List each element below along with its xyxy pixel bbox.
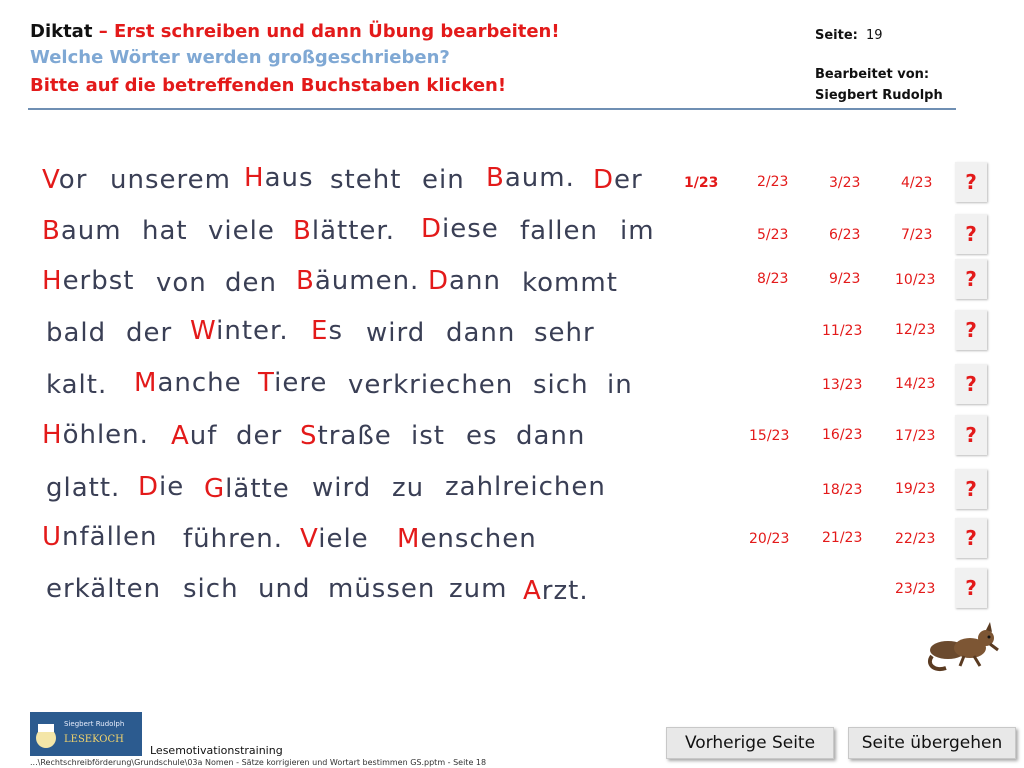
- capital-letter[interactable]: A: [171, 421, 190, 451]
- counter: 7/23: [901, 227, 933, 243]
- word: steht: [330, 165, 402, 195]
- capital-letter[interactable]: G: [204, 474, 226, 504]
- logo-author: Siegbert Rudolph: [64, 720, 125, 728]
- word: Arzt.: [523, 576, 589, 606]
- word: Herbst: [42, 266, 135, 296]
- counter: 3/23: [829, 175, 861, 191]
- counter: 6/23: [829, 227, 861, 243]
- help-button[interactable]: ?: [955, 415, 987, 455]
- capital-letter[interactable]: M: [134, 368, 158, 398]
- counter: 12/23: [895, 322, 936, 338]
- word: müssen: [328, 574, 436, 604]
- word: Der: [593, 165, 643, 195]
- word: kalt.: [46, 370, 108, 400]
- capital-letter[interactable]: B: [486, 163, 505, 193]
- help-button[interactable]: ?: [955, 364, 987, 404]
- capital-letter[interactable]: B: [293, 216, 312, 246]
- word: Unfällen: [42, 522, 158, 552]
- skip-page-button[interactable]: Seite übergehen: [848, 727, 1016, 759]
- word: bald: [46, 318, 107, 348]
- word: sich: [533, 370, 589, 400]
- capital-letter[interactable]: M: [397, 524, 421, 554]
- word: Die: [138, 472, 185, 502]
- word: unserem: [110, 165, 231, 195]
- word: Auf: [171, 421, 218, 451]
- capital-letter[interactable]: H: [42, 266, 63, 296]
- word: Diese: [421, 214, 499, 244]
- capital-letter[interactable]: S: [300, 421, 318, 451]
- edited-by-label: Bearbeitet von:: [815, 67, 930, 82]
- help-button[interactable]: ?: [955, 568, 987, 608]
- word: glatt.: [46, 473, 121, 503]
- file-path: ...\Rechtschreibförderung\Grundschule\03a Nomen - Sätze korrigieren und Wortart bestimmen GS.pptm - Seite 18: [30, 758, 487, 767]
- capital-letter[interactable]: W: [190, 316, 217, 346]
- counter: 21/23: [822, 530, 863, 546]
- word: Baum: [42, 216, 122, 246]
- word: zahlreichen: [445, 472, 606, 502]
- word: zum: [449, 574, 508, 604]
- counter: 1/23: [684, 175, 719, 191]
- capital-letter[interactable]: B: [296, 266, 315, 296]
- capital-letter[interactable]: D: [593, 165, 615, 195]
- counter: 17/23: [895, 428, 936, 444]
- word: Menschen: [397, 524, 537, 554]
- word: wird: [366, 318, 426, 348]
- lesekoch-logo: [30, 712, 142, 756]
- capital-letter[interactable]: H: [244, 163, 265, 193]
- word: Glätte: [204, 474, 290, 504]
- counter: 15/23: [749, 428, 790, 444]
- word: Straße: [300, 421, 392, 451]
- word: führen.: [183, 524, 283, 554]
- word: sich: [183, 574, 239, 604]
- subtitle-question: Welche Wörter werden großgeschrieben?: [30, 47, 450, 68]
- help-button[interactable]: ?: [955, 518, 987, 558]
- help-button[interactable]: ?: [955, 214, 987, 254]
- capital-letter[interactable]: A: [523, 576, 542, 606]
- word: viele: [208, 216, 275, 246]
- brand-label: Lesemotivationstraining: [150, 744, 283, 757]
- title-dash: –: [92, 21, 114, 42]
- help-button[interactable]: ?: [955, 259, 987, 299]
- word: im: [620, 216, 655, 246]
- counter: 9/23: [829, 271, 861, 287]
- word: erkälten: [46, 574, 162, 604]
- counter: 19/23: [895, 481, 936, 497]
- word: kommt: [522, 268, 618, 298]
- word: ist: [411, 421, 445, 451]
- word: Höhlen.: [42, 420, 149, 450]
- page-number: 19: [866, 28, 883, 43]
- subtitle-instruction: Bitte auf die betreffenden Buchstaben klicken!: [30, 75, 507, 96]
- title-diktat: Diktat: [30, 21, 93, 42]
- counter: 14/23: [895, 376, 936, 392]
- counter: 16/23: [822, 427, 863, 443]
- word: Baum.: [486, 163, 575, 193]
- capital-letter[interactable]: V: [300, 524, 319, 554]
- word: zu: [392, 473, 425, 503]
- capital-letter[interactable]: V: [42, 165, 59, 195]
- capital-letter[interactable]: D: [421, 214, 443, 244]
- capital-letter[interactable]: T: [258, 368, 275, 398]
- word: Winter.: [190, 316, 289, 346]
- counter: 22/23: [895, 531, 936, 547]
- word: und: [258, 574, 311, 604]
- word: der: [126, 318, 173, 348]
- counter: 2/23: [757, 174, 789, 190]
- word: verkriechen: [348, 370, 514, 400]
- title-instruction: Erst schreiben und dann Übung bearbeiten!: [113, 21, 560, 42]
- word: hat: [142, 216, 188, 246]
- squirrel-icon: [924, 620, 1004, 676]
- word: Tiere: [258, 368, 328, 398]
- counter: 23/23: [895, 581, 936, 597]
- page-title: [30, 21, 560, 42]
- capital-letter[interactable]: H: [42, 420, 63, 450]
- capital-letter[interactable]: D: [138, 472, 160, 502]
- word: fallen: [520, 216, 599, 246]
- capital-letter[interactable]: B: [42, 216, 61, 246]
- counter: 10/23: [895, 272, 936, 288]
- word: Dann: [428, 266, 501, 296]
- word: von: [156, 268, 207, 298]
- previous-page-button[interactable]: Vorherige Seite: [666, 727, 834, 759]
- word: Vor: [42, 165, 88, 195]
- word: der: [236, 421, 283, 451]
- word: Bäumen.: [296, 266, 420, 296]
- word: in: [607, 370, 633, 400]
- capital-letter[interactable]: E: [311, 316, 329, 346]
- header-divider: [28, 108, 956, 110]
- counter: 20/23: [749, 531, 790, 547]
- word: Haus: [244, 163, 314, 193]
- word: Es: [311, 316, 343, 346]
- counter: 18/23: [822, 482, 863, 498]
- word: ein: [422, 165, 465, 195]
- word: Blätter.: [293, 216, 395, 246]
- help-button[interactable]: ?: [955, 469, 987, 509]
- counter: 4/23: [901, 175, 933, 191]
- capital-letter[interactable]: U: [42, 522, 63, 552]
- page-label: Seite:: [815, 28, 858, 43]
- word: den: [225, 268, 277, 298]
- word: Manche: [134, 368, 242, 398]
- counter: 13/23: [822, 377, 863, 393]
- word: es: [466, 421, 498, 451]
- edited-by-name: Siegbert Rudolph: [815, 88, 943, 103]
- logo-brand: LESEKOCH: [64, 734, 124, 745]
- word: sehr: [534, 318, 595, 348]
- word: wird: [312, 473, 372, 503]
- word: Viele: [300, 524, 369, 554]
- counter: 8/23: [757, 271, 789, 287]
- help-button[interactable]: ?: [955, 310, 987, 350]
- help-button[interactable]: ?: [955, 162, 987, 202]
- counter: 5/23: [757, 227, 789, 243]
- capital-letter[interactable]: D: [428, 266, 450, 296]
- counter: 11/23: [822, 323, 863, 339]
- word: dann: [516, 421, 586, 451]
- word: dann: [446, 318, 516, 348]
